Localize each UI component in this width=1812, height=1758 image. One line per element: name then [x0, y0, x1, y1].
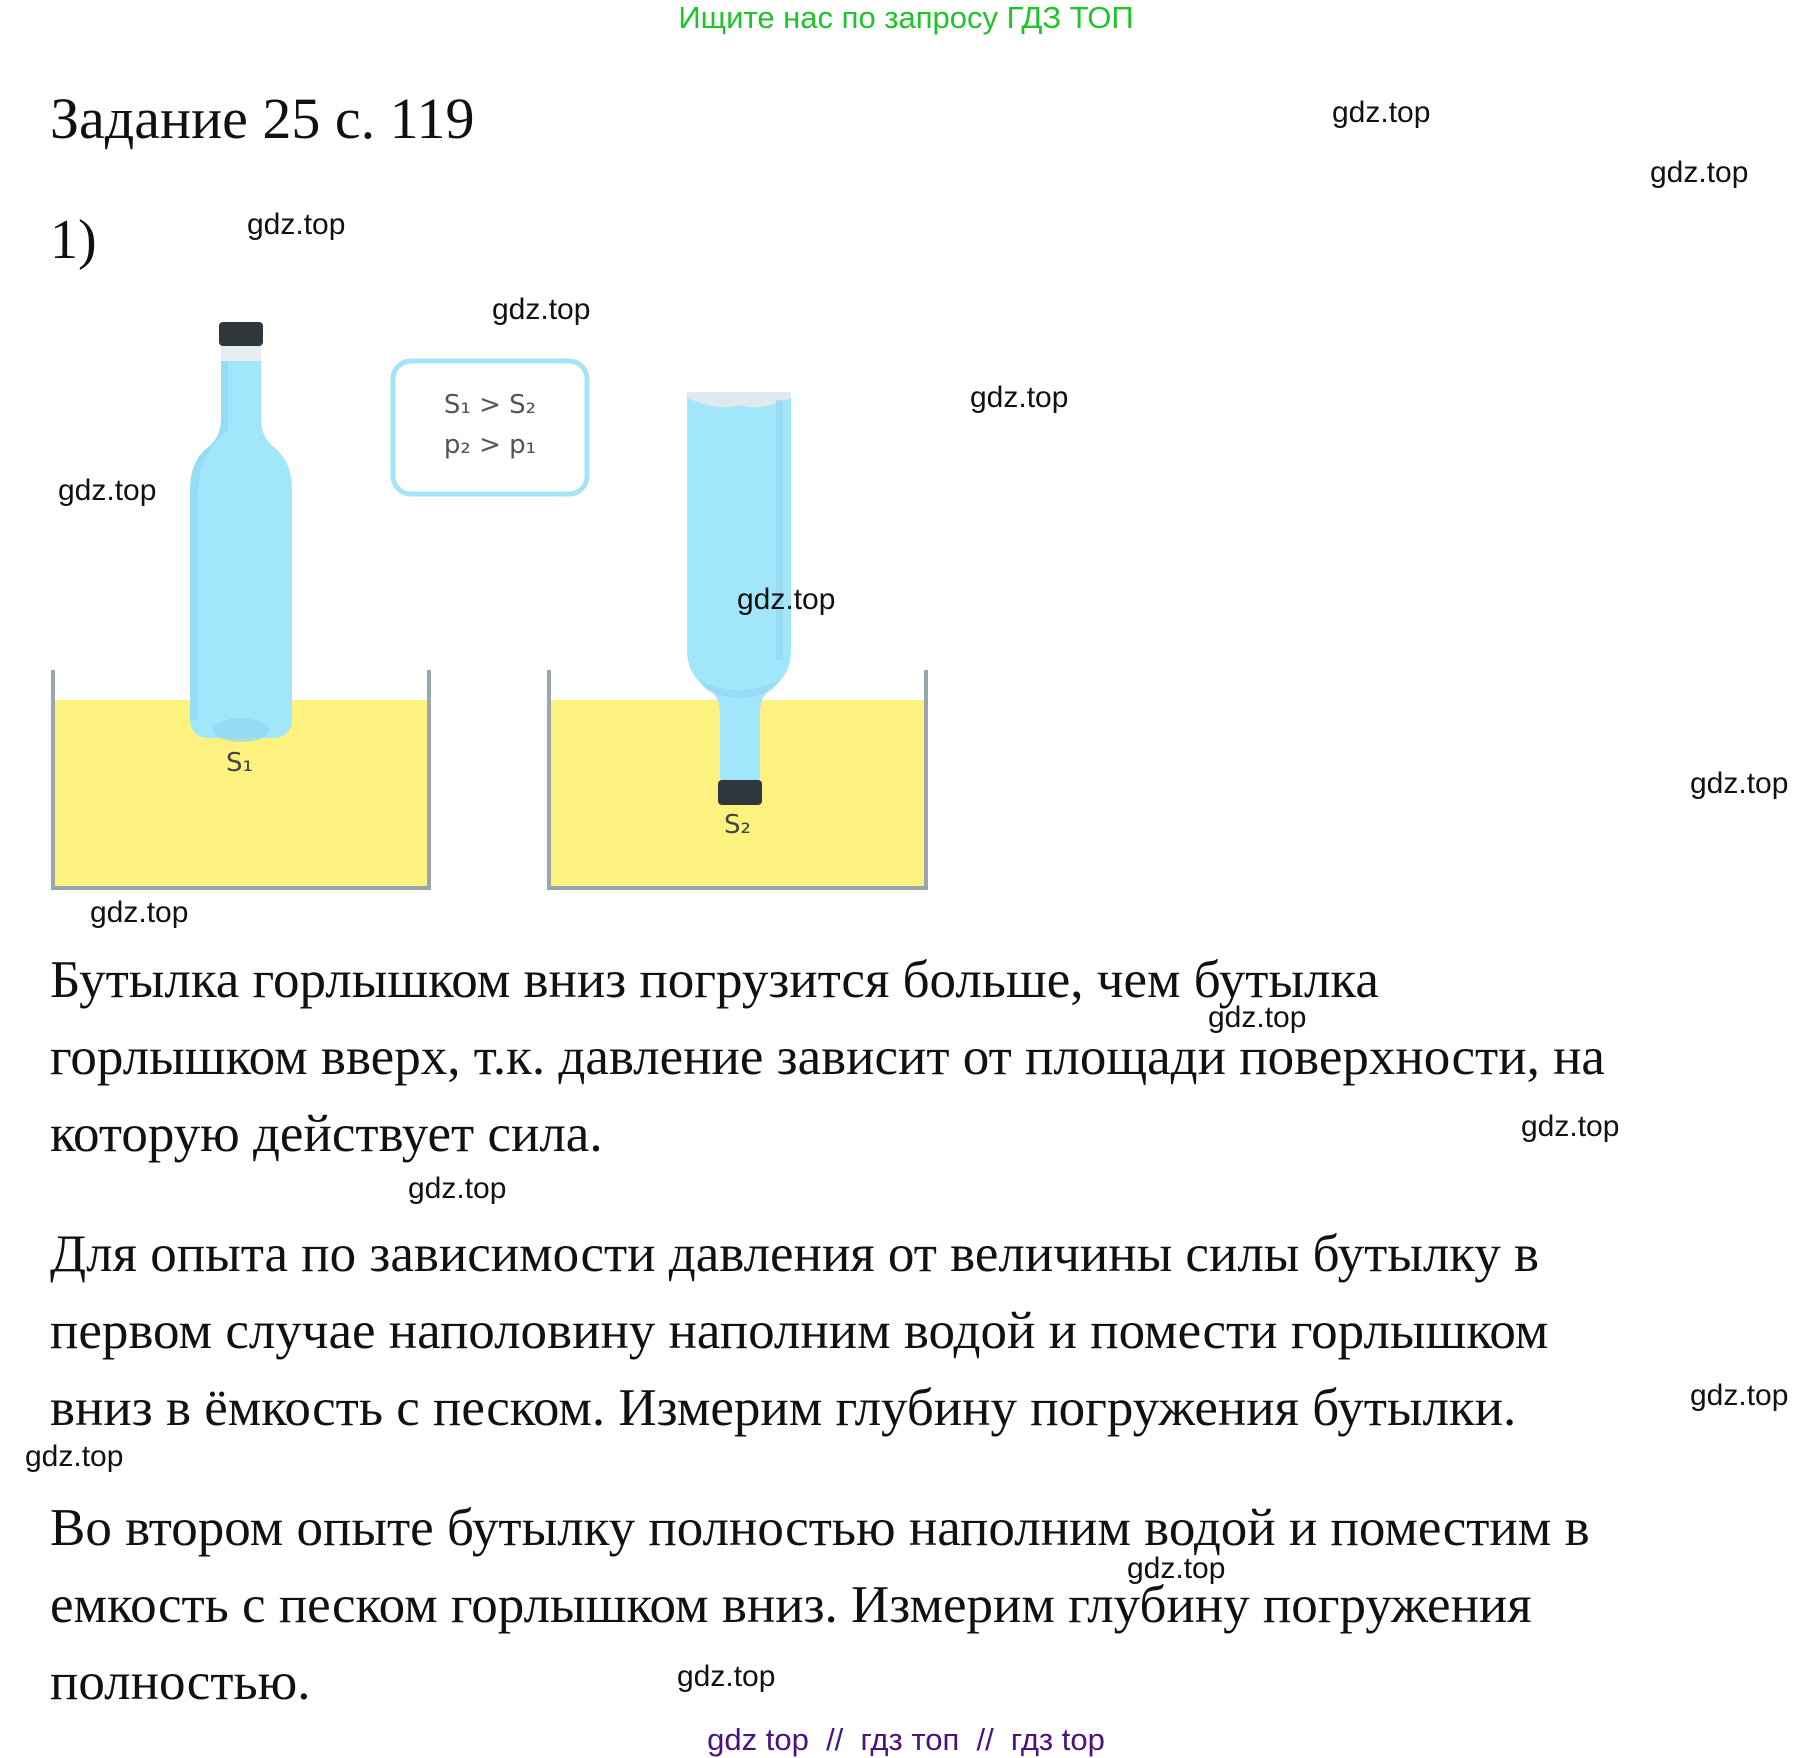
- watermark: gdz.top: [1650, 156, 1749, 189]
- text-line: вниз в ёмкость с песком. Измерим глубину погружения бутылки.: [50, 1379, 1517, 1437]
- experiment-two-paragraph: [50, 1490, 1790, 1721]
- watermark: gdz.top: [58, 474, 157, 507]
- text-line: Для опыта по зависимости давления от величины силы бутылку в: [50, 1225, 1540, 1283]
- watermark: gdz.top: [1521, 1110, 1620, 1143]
- watermark: gdz.top: [1127, 1552, 1226, 1585]
- text-line: горлышком вверх, т.к. давление зависит от площади поверхности, на: [50, 1028, 1605, 1086]
- watermark: gdz.top: [25, 1440, 124, 1473]
- watermark: gdz.top: [737, 583, 836, 616]
- watermark: gdz.top: [408, 1172, 507, 1205]
- watermark: gdz.top: [90, 896, 189, 929]
- formula-pressure-relation: p₂ > p₁: [443, 430, 537, 460]
- footer-watermark: gdz top // гдз топ // гдз top: [707, 1722, 1105, 1757]
- text-line: Во втором опыте бутылку полностью наполним водой и поместим в: [50, 1499, 1590, 1557]
- text-line: первом случае наполовину наполним водой и помести горлышком: [50, 1302, 1549, 1360]
- text-line: полностью.: [50, 1653, 311, 1711]
- bottle-experiment-figure: [0, 300, 1000, 920]
- watermark: gdz.top: [492, 293, 591, 326]
- watermark: gdz.top: [1332, 96, 1431, 129]
- promo-banner: Ищите нас по запросу ГДЗ ТОП: [678, 0, 1134, 35]
- watermark: gdz.top: [970, 381, 1069, 414]
- area-label-s1: S₁: [226, 748, 253, 778]
- watermark: gdz.top: [1690, 1379, 1789, 1412]
- watermark: gdz.top: [1690, 767, 1789, 800]
- watermark: gdz.top: [247, 208, 346, 241]
- formula-line-area: [393, 385, 587, 465]
- page-title: Задание 25 с. 119: [50, 86, 475, 151]
- watermark: gdz.top: [677, 1660, 776, 1693]
- text-line: которую действует сила.: [50, 1105, 603, 1163]
- item-number: 1): [50, 209, 97, 271]
- area-label-s2: S₂: [724, 810, 751, 840]
- text-line: Бутылка горлышком вниз погрузится больше, чем бутылка: [50, 951, 1379, 1009]
- formula-area-relation: S₁ > S₂: [443, 390, 537, 420]
- text-line: емкость с песком горлышком вниз. Измерим глубину погружения: [50, 1576, 1532, 1634]
- watermark: gdz.top: [1208, 1001, 1307, 1034]
- experiment-one-paragraph: [50, 1216, 1790, 1447]
- upright-bottle: [190, 322, 292, 742]
